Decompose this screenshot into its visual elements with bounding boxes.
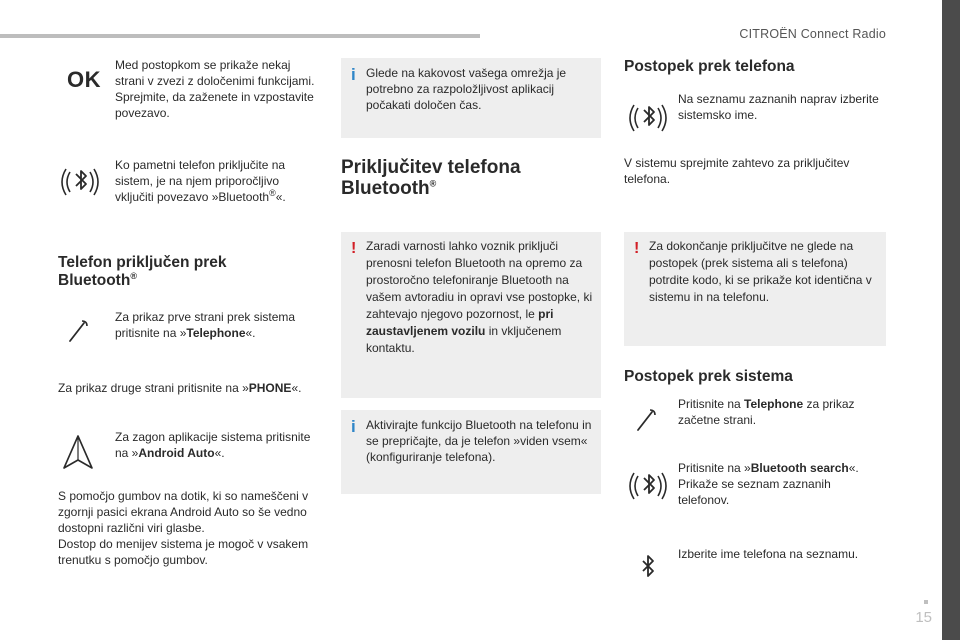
page-number: 15 [915,609,932,626]
bluetooth-icon [628,98,668,138]
select-system-name-text: Na seznamu zaznanih naprav izberite sistemsko ime. [678,92,879,122]
section-heading-prikljucitev: Priključitev telefona Bluetooth® [341,157,521,199]
warning-box-safety: ! Zaradi varnosti lahko voznik priključi prenosni telefon Bluetooth na opremo za prostoročno telefoniranje Bluetooth na vašem avtoradiu in opravi vse postopke, ki zahtevajo njegovo pozornost, le pri zaustavljenem vozilu in vključenem kontaktu. [341,232,601,398]
select-phone-text: Izberite ime telefona na seznamu. [678,547,859,561]
bluetooth-plain-icon [638,548,658,588]
bluetooth-recommend-text: Ko pametni telefon priključite na sistem, je na njem priporočljivo vključiti povezavo »Bluetooth®«. [115,158,286,204]
ok-icon: OK [67,67,101,92]
page-header-title: CITROËN Connect Radio [739,27,886,41]
info-box-network: i Glede na kakovost vašega omrežja je potrebno za razpoložljivost aplikacij počakati določen čas. [341,58,601,138]
touch-tap-icon [630,404,662,436]
ok-text: Med postopkom se prikaže nekaj strani v zvezi z določenimi funkcijami. Sprejmite, da zaženete in vzpostavite povezavo. [115,58,315,120]
phone-instruction: Za prikaz druge strani pritisnite na »PHONE«. [58,381,302,395]
touch-tap-icon [62,315,94,347]
android-auto-instruction: Za zagon aplikacije sistema pritisnite na »Android Auto«. [115,430,311,460]
warning-box-code: ! Za dokončanje priključitve ne glede na postopek (prek sistema ali s telefona) potrdite kodo, ki se prikaže kot identična v sistemu in na telefonu. [624,232,886,346]
page-dot [924,600,928,604]
warning-mark-icon: ! [351,240,357,257]
telephone-instruction: Za prikaz prve strani prek sistema pritisnite na »Telephone«. [115,310,296,340]
info-mark-icon: i [351,417,356,436]
info-mark-icon: i [351,65,356,84]
section-heading-prek-telefona: Postopek prek telefona [624,58,795,75]
section-heading-telefon: Telefon priključen prek Bluetooth® [58,254,227,289]
bluetooth-search-text: Pritisnite na »Bluetooth search«. Prikaže se seznam zaznanih telefonov. [678,461,859,507]
header-rule [0,34,480,38]
bluetooth-icon [60,162,100,202]
section-heading-prek-sistema: Postopek prek sistema [624,368,793,385]
bluetooth-icon [628,466,668,506]
telephone-start-text: Pritisnite na Telephone za prikaz začetne strani. [678,397,855,427]
android-auto-icon [60,432,96,472]
info-box-visibility: i Aktivirajte funkcijo Bluetooth na telefonu in se prepričajte, da je telefon »viden vsem« (konfiguriranje telefona). [341,410,601,494]
accept-request-text: V sistemu sprejmite zahtevo za priključitev telefona. [624,156,850,186]
warning-mark-icon: ! [634,240,640,257]
side-tab-strip [942,0,960,640]
android-auto-body-text: S pomočjo gumbov na dotik, ki so nameščeni v zgornji pasici ekrana Android Auto so še vedno dostopni različni viri glasbe. Dostop do menijev sistema je mogoč v vsakem trenutku s pomočjo gumbov. [58,489,309,567]
